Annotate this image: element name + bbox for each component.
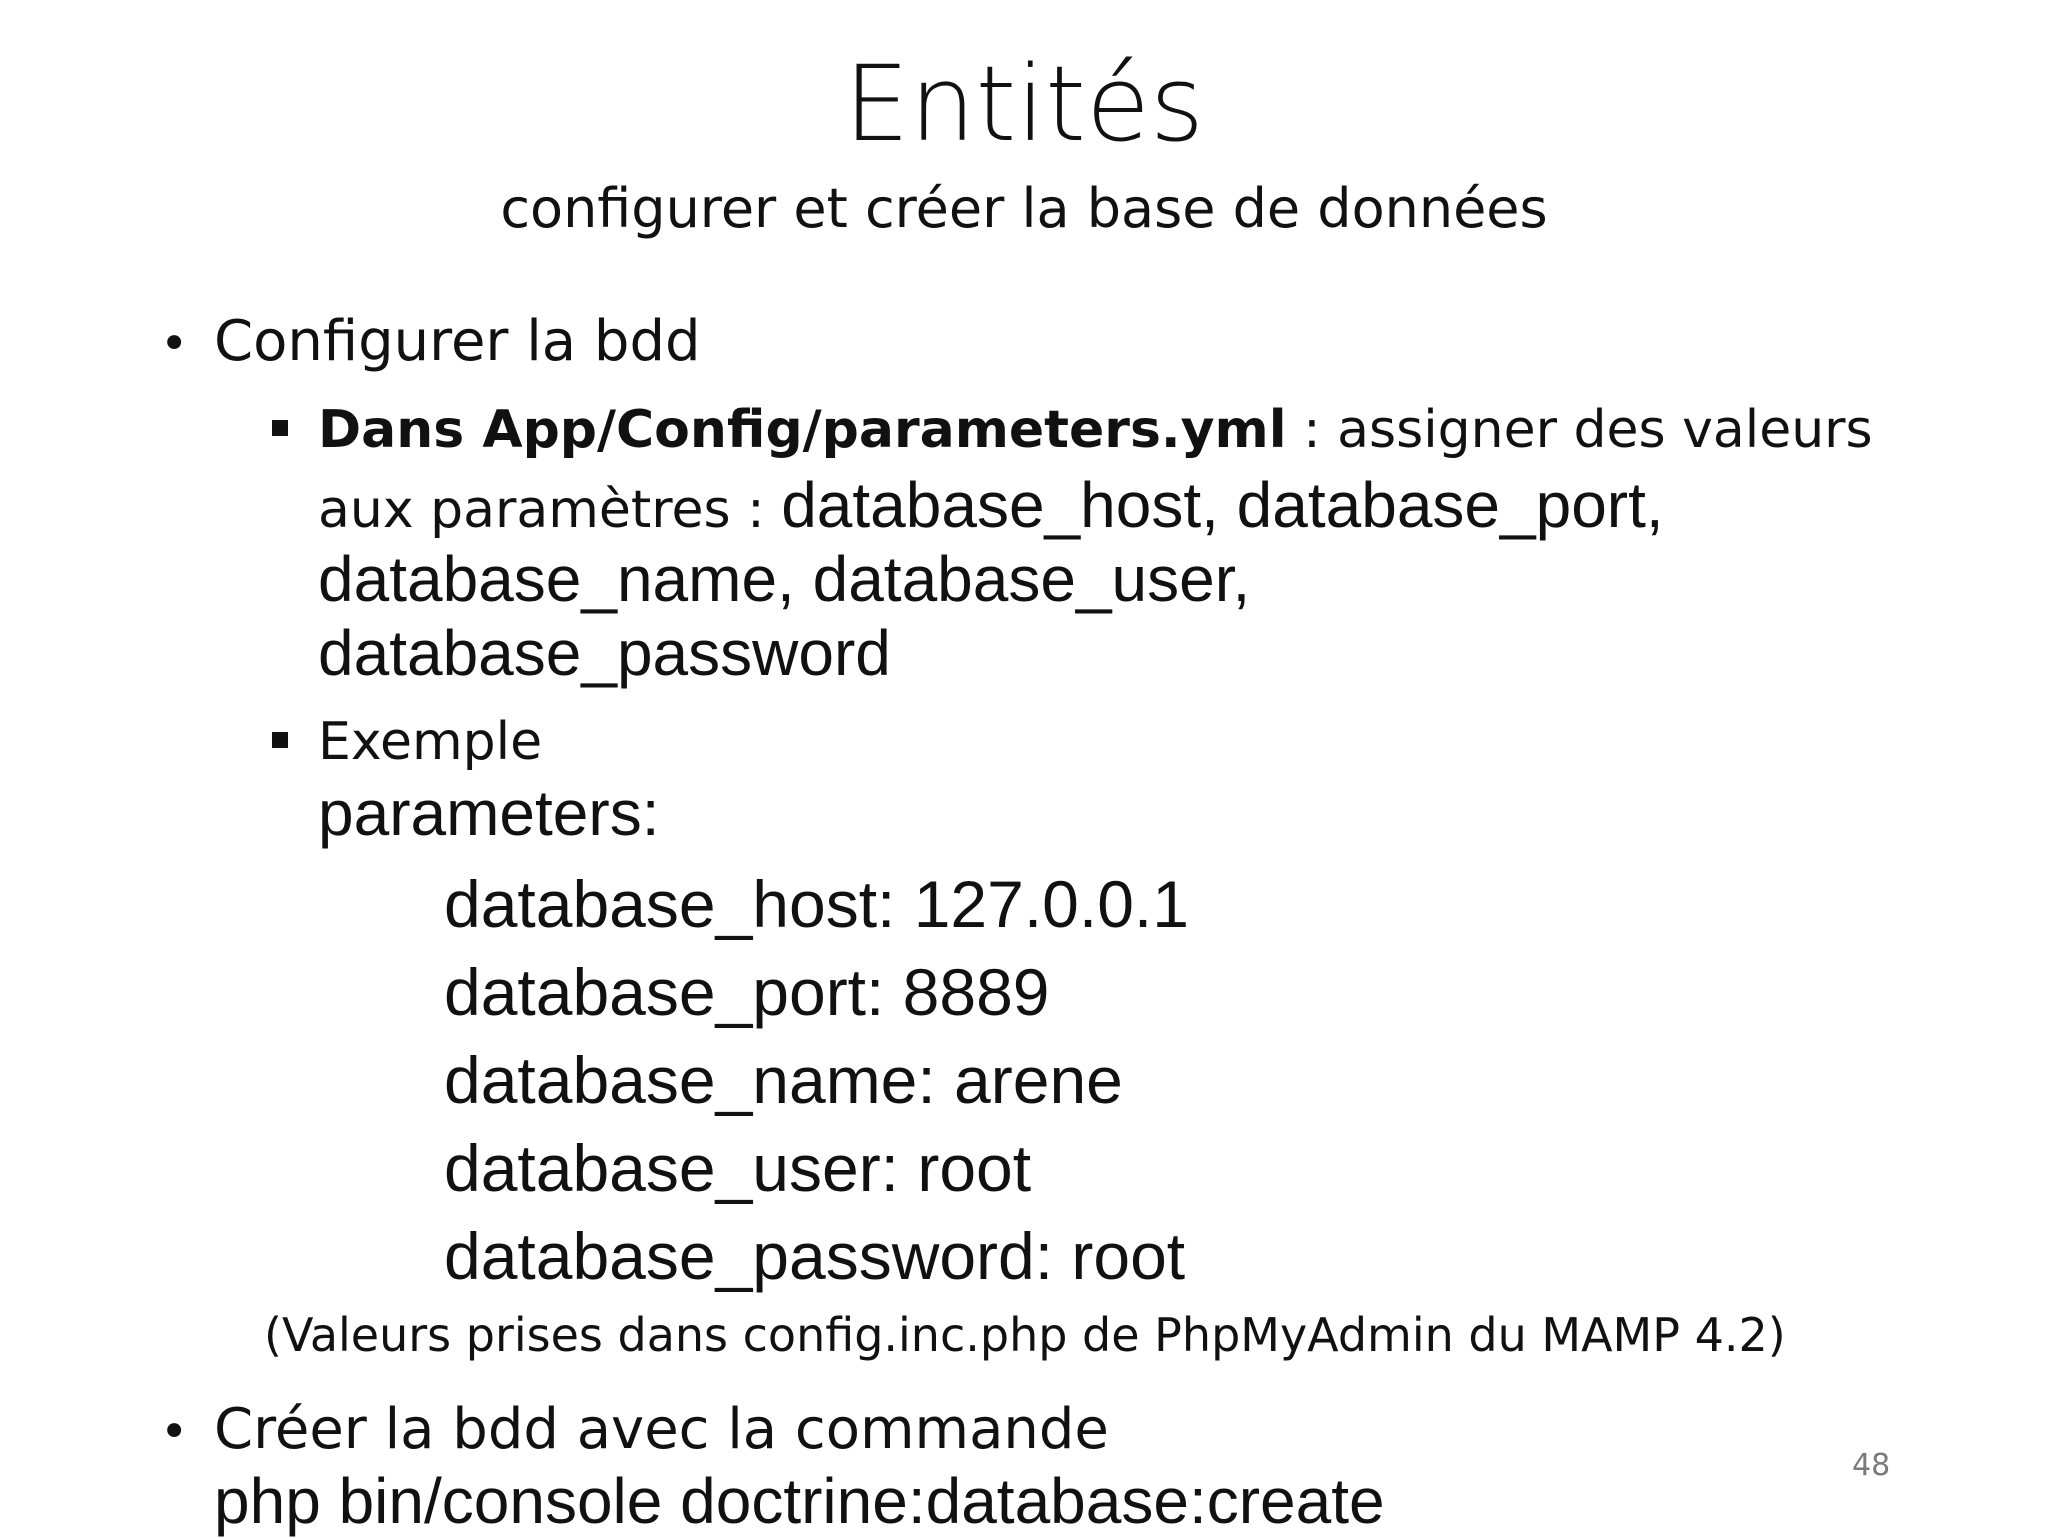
square-bullet-icon [272,732,288,748]
bullet-dot-icon: • [160,1404,189,1460]
parameters-list-1: database_host, database_port, [781,469,1664,541]
page-number: 48 [1852,1448,1891,1483]
square-bullet-icon [272,420,288,436]
parameters-prefix: aux paramètres : [318,480,782,540]
code-line: database_name: arene [444,1043,1123,1117]
code-line: database_host: 127.0.0.1 [444,867,1189,941]
parameters-instruction: : assigner des valeurs [1286,400,1873,460]
parameters-file-path: Dans App/Config/parameters.yml [318,400,1287,460]
code-line: database_user: root [444,1131,1032,1205]
example-label: Exemple [318,712,543,772]
parameters-list-2: database_name, database_user, [318,543,1251,615]
slide-title: Entités [843,43,1205,165]
bullet-dot-icon: • [160,316,189,372]
create-command: php bin/console doctrine:database:create [214,1465,1385,1537]
sub-bullet-parameters-line2 [318,468,1664,542]
code-header: parameters: [318,777,660,849]
slide-subtitle: configurer et créer la base de données [500,177,1548,240]
bullet-creer: Créer la bdd avec la commande [214,1397,1109,1462]
sub-bullet-parameters-line1 [318,398,1873,462]
bullet-configurer: Configurer la bdd [214,309,701,374]
code-line: database_password: root [444,1219,1186,1293]
code-line: database_port: 8889 [444,955,1050,1029]
source-note: (Valeurs prises dans config.inc.php de PhpMyAdmin du MAMP 4.2) [264,1308,1786,1362]
parameters-list-3: database_password [318,617,891,689]
